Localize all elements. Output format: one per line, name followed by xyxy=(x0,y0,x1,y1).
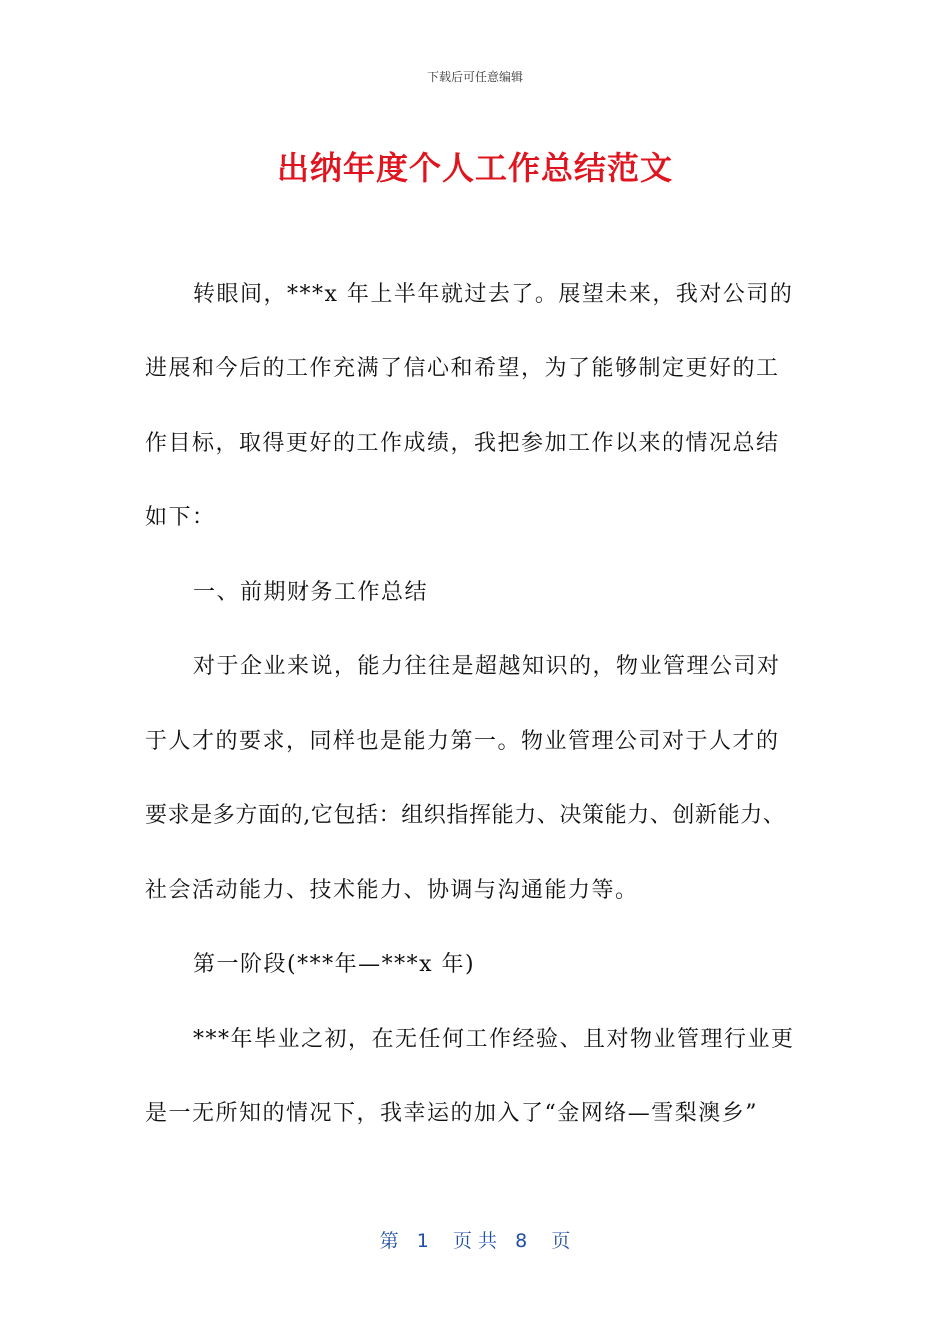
paragraph-line: 进展和今后的工作充满了信心和希望，为了能够制定更好的工 xyxy=(145,356,780,381)
page-number-footer: 第 1 页 共 8 页 xyxy=(379,1230,571,1252)
page-header-note: 下载后可任意编辑 xyxy=(426,70,523,84)
paragraph-line: 于人才的要求，同样也是能力第一。物业管理公司对于人才的 xyxy=(145,729,780,754)
document-title: 出纳年度个人工作总结范文 xyxy=(276,149,673,187)
paragraph-line: 对于企业来说，能力往往是超越知识的，物业管理公司对 xyxy=(193,654,781,679)
paragraph-line: 如下： xyxy=(145,505,216,530)
paragraph-line: 转眼间，***x 年上半年就过去了。展望未来，我对公司的 xyxy=(193,282,794,307)
paragraph-line: 社会活动能力、技术能力、协调与沟通能力等。 xyxy=(145,878,639,903)
stage-heading: 第一阶段(***年—***x 年) xyxy=(193,952,476,977)
paragraph-line: 是一无所知的情况下，我幸运的加入了“金网络—雪梨澳乡” xyxy=(145,1101,758,1126)
paragraph-line: 作目标，取得更好的工作成绩，我把参加工作以来的情况总结 xyxy=(145,431,780,456)
paragraph-line: ***年毕业之初，在无任何工作经验、且对物业管理行业更 xyxy=(193,1027,795,1052)
section-heading: 一、前期财务工作总结 xyxy=(193,580,429,605)
paragraph-line: 要求是多方面的,它包括：组织指挥能力、决策能力、创新能力、 xyxy=(145,803,786,828)
